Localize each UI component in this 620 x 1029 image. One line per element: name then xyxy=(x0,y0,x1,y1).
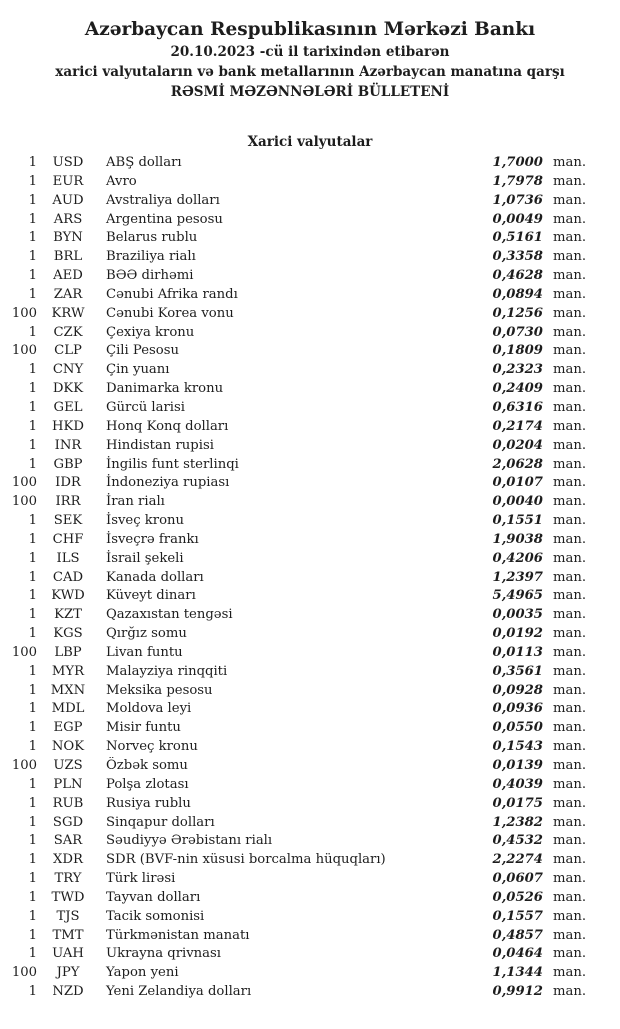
currency-code-cell: MDL xyxy=(51,701,85,717)
currency-code-cell: BYN xyxy=(53,230,83,246)
quantity-cell: 1 xyxy=(28,701,37,717)
currency-code-cell: IDR xyxy=(55,475,81,491)
currency-code-cell: LBP xyxy=(54,644,82,660)
currency-name-cell: Çexiya kronu xyxy=(106,324,195,340)
unit-label-cell: man. xyxy=(553,758,587,773)
quantity-cell: 1 xyxy=(28,173,37,189)
unit-label-cell: man. xyxy=(553,192,587,208)
quantity-cell: 100 xyxy=(11,758,37,773)
rate-row xyxy=(0,700,620,719)
currency-name-cell: Cənubi Afrika randı xyxy=(106,286,238,302)
rate-value-cell: 0,5161 xyxy=(492,230,543,246)
quantity-cell: 1 xyxy=(28,268,37,284)
currency-code-cell: NZD xyxy=(52,984,84,1000)
quantity-cell: 1 xyxy=(28,626,37,642)
rate-value-cell: 0,4857 xyxy=(492,927,543,943)
currency-name-cell: Moldova leyi xyxy=(106,701,192,717)
currency-name-cell: Yeni Zelandiya dolları xyxy=(106,984,252,1000)
rate-value-cell: 1,2397 xyxy=(492,569,543,585)
rate-row xyxy=(0,795,620,814)
rate-row xyxy=(0,964,620,983)
rate-value-cell: 1,0736 xyxy=(492,192,543,208)
quantity-cell: 1 xyxy=(28,776,37,792)
rate-row xyxy=(0,908,620,927)
quantity-cell: 1 xyxy=(28,833,37,849)
rate-value-cell: 0,0730 xyxy=(492,324,543,340)
quantity-cell: 1 xyxy=(28,437,37,453)
quantity-cell: 100 xyxy=(11,494,37,510)
currency-name-cell: ABŞ dolları xyxy=(106,155,182,170)
currency-name-cell: Qazaxıstan tengəsi xyxy=(106,607,233,623)
quantity-cell: 1 xyxy=(28,249,37,265)
rate-row xyxy=(0,738,620,757)
rate-row xyxy=(0,154,620,173)
currency-code-cell: GBP xyxy=(53,456,83,472)
rates-table xyxy=(0,154,620,1002)
rate-row xyxy=(0,663,620,682)
quantity-cell: 100 xyxy=(11,965,37,981)
rate-row xyxy=(0,851,620,870)
currency-code-cell: IRR xyxy=(55,494,81,510)
currency-code-cell: EGP xyxy=(53,720,83,736)
unit-label-cell: man. xyxy=(553,249,587,265)
currency-code-cell: CNY xyxy=(52,362,84,378)
quantity-cell: 1 xyxy=(28,908,37,924)
quantity-cell: 1 xyxy=(28,663,37,679)
rate-row xyxy=(0,832,620,851)
rate-value-cell: 0,3561 xyxy=(492,663,543,679)
currency-name-cell: Yapon yeni xyxy=(106,965,179,981)
currency-name-cell: Səudiyyə Ərəbistanı rialı xyxy=(106,833,273,849)
currency-code-cell: SGD xyxy=(52,814,84,830)
quantity-cell: 1 xyxy=(28,946,37,962)
quantity-cell: 1 xyxy=(28,927,37,943)
rate-row xyxy=(0,983,620,1002)
quantity-cell: 1 xyxy=(28,682,37,698)
currency-code-cell: USD xyxy=(52,155,84,170)
currency-code-cell: TRY xyxy=(54,871,82,887)
unit-label-cell: man. xyxy=(553,871,587,887)
rate-value-cell: 0,2323 xyxy=(492,362,543,378)
currency-code-cell: PLN xyxy=(53,776,83,792)
unit-label-cell: man. xyxy=(553,663,587,679)
quantity-cell: 1 xyxy=(28,814,37,830)
currency-code-cell: TJS xyxy=(56,908,80,924)
currency-name-cell: Argentina pesosu xyxy=(106,211,223,227)
quantity-cell: 1 xyxy=(28,871,37,887)
currency-code-cell: ARS xyxy=(53,211,83,227)
unit-label-cell: man. xyxy=(553,984,587,1000)
quantity-cell: 1 xyxy=(28,286,37,302)
currency-code-cell: KRW xyxy=(51,305,85,321)
quantity-cell: 1 xyxy=(28,418,37,434)
quantity-cell: 1 xyxy=(28,513,37,529)
rate-value-cell: 0,1557 xyxy=(492,908,543,924)
unit-label-cell: man. xyxy=(553,626,587,642)
currency-name-cell: Kanada dolları xyxy=(106,569,204,585)
unit-label-cell: man. xyxy=(553,437,587,453)
currency-code-cell: CHF xyxy=(52,531,84,547)
unit-label-cell: man. xyxy=(553,889,587,905)
currency-name-cell: Cənubi Korea vonu xyxy=(106,305,234,321)
rate-value-cell: 2,2274 xyxy=(492,852,543,868)
bulletin-title: RƏSMİ MƏZƏNNƏLƏRİ BÜLLETENİ xyxy=(170,84,450,100)
unit-label-cell: man. xyxy=(553,305,587,321)
rate-value-cell: 0,1543 xyxy=(492,739,543,755)
rate-row xyxy=(0,324,620,343)
currency-name-cell: Ukrayna qrivnası xyxy=(106,946,222,962)
rate-row xyxy=(0,719,620,738)
rate-row xyxy=(0,682,620,701)
rate-value-cell: 0,0526 xyxy=(492,889,543,905)
rate-row xyxy=(0,305,620,324)
quantity-cell: 1 xyxy=(28,569,37,585)
unit-label-cell: man. xyxy=(553,418,587,434)
rate-value-cell: 0,0049 xyxy=(492,211,543,227)
unit-label-cell: man. xyxy=(553,588,587,604)
rate-value-cell: 0,0936 xyxy=(492,701,543,717)
currency-name-cell: İsveç kronu xyxy=(106,513,185,529)
rate-row xyxy=(0,625,620,644)
rate-value-cell: 5,4965 xyxy=(492,588,543,604)
currency-name-cell: Polşa zlotası xyxy=(106,776,189,792)
currency-name-cell: İsrail şekeli xyxy=(106,550,184,566)
currency-name-cell: Qırğız somu xyxy=(106,626,187,642)
rate-value-cell: 0,3358 xyxy=(492,249,543,265)
unit-label-cell: man. xyxy=(553,965,587,981)
currency-name-cell: Özbək somu xyxy=(106,758,188,773)
document-header xyxy=(0,17,620,102)
currency-code-cell: CZK xyxy=(53,324,83,340)
rate-value-cell: 0,0894 xyxy=(492,286,543,302)
rate-row xyxy=(0,229,620,248)
currency-name-cell: Avstraliya dolları xyxy=(106,192,220,208)
rate-row xyxy=(0,606,620,625)
rate-row xyxy=(0,945,620,964)
quantity-cell: 1 xyxy=(28,230,37,246)
currency-name-cell: Tayvan dolları xyxy=(106,889,201,905)
quantity-cell: 1 xyxy=(28,324,37,340)
currency-name-cell: Avro xyxy=(106,173,137,189)
rate-value-cell: 1,7978 xyxy=(492,173,543,189)
quantity-cell: 1 xyxy=(28,381,37,397)
rate-row xyxy=(0,286,620,305)
currency-name-cell: Rusiya rublu xyxy=(106,795,191,811)
currency-name-cell: Norveç kronu xyxy=(106,739,198,755)
rate-row xyxy=(0,531,620,550)
unit-label-cell: man. xyxy=(553,946,587,962)
currency-name-cell: Küveyt dinarı xyxy=(106,588,196,604)
rate-row xyxy=(0,493,620,512)
unit-label-cell: man. xyxy=(553,456,587,472)
quantity-cell: 1 xyxy=(28,550,37,566)
quantity-cell: 1 xyxy=(28,720,37,736)
currency-code-cell: XDR xyxy=(53,852,83,868)
quantity-cell: 1 xyxy=(28,984,37,1000)
rate-row xyxy=(0,512,620,531)
rate-row xyxy=(0,211,620,230)
unit-label-cell: man. xyxy=(553,268,587,284)
currency-name-cell: İndoneziya rupiası xyxy=(106,475,230,491)
currency-name-cell: Gürcü larisi xyxy=(106,399,185,415)
rate-value-cell: 0,0464 xyxy=(492,946,543,962)
rate-value-cell: 0,4039 xyxy=(492,776,543,792)
rate-row xyxy=(0,569,620,588)
rate-value-cell: 0,2409 xyxy=(492,381,543,397)
rate-value-cell: 0,0550 xyxy=(492,720,543,736)
section-title-foreign-currencies: Xarici valyutalar xyxy=(247,134,373,150)
quantity-cell: 1 xyxy=(28,739,37,755)
currency-code-cell: CAD xyxy=(52,569,84,585)
currency-code-cell: NOK xyxy=(51,739,85,755)
rate-value-cell: 0,4206 xyxy=(492,550,543,566)
currency-name-cell: Meksika pesosu xyxy=(106,682,213,698)
unit-label-cell: man. xyxy=(553,908,587,924)
rate-value-cell: 0,4628 xyxy=(492,268,543,284)
currency-name-cell: Türkmənistan manatı xyxy=(106,927,250,943)
currency-name-cell: Braziliya rialı xyxy=(106,249,196,265)
rate-row xyxy=(0,456,620,475)
unit-label-cell: man. xyxy=(553,720,587,736)
quantity-cell: 1 xyxy=(28,211,37,227)
rate-value-cell: 0,6316 xyxy=(492,399,543,415)
currency-code-cell: JPY xyxy=(56,965,80,981)
unit-label-cell: man. xyxy=(553,286,587,302)
unit-label-cell: man. xyxy=(553,362,587,378)
currency-name-cell: Tacik somonisi xyxy=(106,908,205,924)
currency-code-cell: UAH xyxy=(52,946,84,962)
rate-value-cell: 0,0607 xyxy=(492,871,543,887)
rate-value-cell: 1,2382 xyxy=(492,814,543,830)
rate-row xyxy=(0,437,620,456)
rate-value-cell: 0,0139 xyxy=(492,758,543,773)
currency-name-cell: Misir funtu xyxy=(106,720,181,736)
rate-value-cell: 0,1551 xyxy=(492,513,543,529)
currency-code-cell: GEL xyxy=(53,399,83,415)
quantity-cell: 1 xyxy=(28,588,37,604)
unit-label-cell: man. xyxy=(553,795,587,811)
rate-row xyxy=(0,173,620,192)
rate-value-cell: 0,9912 xyxy=(492,984,543,1000)
currency-name-cell: Çin yuanı xyxy=(106,362,170,378)
rate-row xyxy=(0,248,620,267)
unit-label-cell: man. xyxy=(553,381,587,397)
rate-row xyxy=(0,927,620,946)
unit-label-cell: man. xyxy=(553,211,587,227)
currency-code-cell: UZS xyxy=(53,758,83,773)
unit-label-cell: man. xyxy=(553,531,587,547)
rate-row xyxy=(0,550,620,569)
rate-row xyxy=(0,870,620,889)
unit-label-cell: man. xyxy=(553,776,587,792)
quantity-cell: 1 xyxy=(28,607,37,623)
unit-label-cell: man. xyxy=(553,569,587,585)
quantity-cell: 1 xyxy=(28,795,37,811)
unit-label-cell: man. xyxy=(553,173,587,189)
rate-row xyxy=(0,380,620,399)
currency-code-cell: INR xyxy=(54,437,82,453)
rate-row xyxy=(0,192,620,211)
rate-value-cell: 0,0928 xyxy=(492,682,543,698)
currency-code-cell: MXN xyxy=(50,682,86,698)
rate-row xyxy=(0,342,620,361)
currency-code-cell: KWD xyxy=(51,588,85,604)
quantity-cell: 1 xyxy=(28,531,37,547)
currency-code-cell: KZT xyxy=(54,607,82,623)
currency-name-cell: İran rialı xyxy=(106,494,165,510)
currency-code-cell: DKK xyxy=(52,381,84,397)
rate-value-cell: 0,1256 xyxy=(492,305,543,321)
currency-code-cell: MYR xyxy=(51,663,85,679)
rate-value-cell: 0,0192 xyxy=(492,626,543,642)
rate-row xyxy=(0,474,620,493)
currency-name-cell: Çili Pesosu xyxy=(106,343,179,359)
unit-label-cell: man. xyxy=(553,155,587,170)
unit-label-cell: man. xyxy=(553,852,587,868)
unit-label-cell: man. xyxy=(553,230,587,246)
unit-label-cell: man. xyxy=(553,927,587,943)
currency-code-cell: CLP xyxy=(54,343,82,359)
quantity-cell: 100 xyxy=(11,343,37,359)
quantity-cell: 1 xyxy=(28,456,37,472)
effective-date-line: 20.10.2023 -cü il tarixindən etibarən xyxy=(170,44,450,60)
currency-name-cell: BƏƏ dirhəmi xyxy=(106,268,194,284)
unit-label-cell: man. xyxy=(553,644,587,660)
rate-row xyxy=(0,814,620,833)
currency-code-cell: ILS xyxy=(56,550,80,566)
rate-row xyxy=(0,418,620,437)
currency-name-cell: Danimarka kronu xyxy=(106,381,224,397)
quantity-cell: 1 xyxy=(28,155,37,170)
rate-value-cell: 2,0628 xyxy=(492,456,543,472)
unit-label-cell: man. xyxy=(553,833,587,849)
rate-row xyxy=(0,267,620,286)
rate-value-cell: 0,0113 xyxy=(492,644,543,660)
currency-name-cell: Hindistan rupisi xyxy=(106,437,214,453)
currency-code-cell: HKD xyxy=(52,418,84,434)
bank-title: Azərbaycan Respublikasının Mərkəzi Bankı xyxy=(84,19,536,40)
quantity-cell: 1 xyxy=(28,362,37,378)
rate-value-cell: 1,1344 xyxy=(492,965,543,981)
currency-name-cell: Livan funtu xyxy=(106,644,183,660)
rate-row xyxy=(0,776,620,795)
unit-label-cell: man. xyxy=(553,814,587,830)
rate-value-cell: 0,4532 xyxy=(492,833,543,849)
currency-code-cell: TMT xyxy=(52,927,84,943)
currency-code-cell: EUR xyxy=(52,173,84,189)
unit-label-cell: man. xyxy=(553,682,587,698)
rate-value-cell: 0,0035 xyxy=(492,607,543,623)
currency-code-cell: AED xyxy=(53,268,83,284)
rate-value-cell: 0,2174 xyxy=(492,418,543,434)
unit-label-cell: man. xyxy=(553,343,587,359)
rate-row xyxy=(0,361,620,380)
unit-label-cell: man. xyxy=(553,399,587,415)
unit-label-cell: man. xyxy=(553,494,587,510)
quantity-cell: 100 xyxy=(11,475,37,491)
currency-code-cell: SAR xyxy=(53,833,83,849)
currency-name-cell: Honq Konq dolları xyxy=(106,418,229,434)
currency-code-cell: TWD xyxy=(51,889,85,905)
unit-label-cell: man. xyxy=(553,607,587,623)
rate-row xyxy=(0,399,620,418)
rate-row xyxy=(0,889,620,908)
currency-name-cell: İngilis funt sterlinqi xyxy=(106,456,239,472)
currency-code-cell: RUB xyxy=(52,795,84,811)
rate-row xyxy=(0,644,620,663)
currency-name-cell: Malayziya rinqqiti xyxy=(106,663,228,679)
rate-value-cell: 0,0040 xyxy=(492,494,543,510)
currency-code-cell: BRL xyxy=(53,249,83,265)
currency-code-cell: KGS xyxy=(53,626,83,642)
unit-label-cell: man. xyxy=(553,475,587,491)
currency-code-cell: ZAR xyxy=(53,286,83,302)
quantity-cell: 100 xyxy=(11,305,37,321)
rate-row xyxy=(0,587,620,606)
subtitle-line: xarici valyutaların və bank metallarının Azərbaycan manatına qarşı xyxy=(55,64,565,80)
unit-label-cell: man. xyxy=(553,550,587,566)
rate-row xyxy=(0,757,620,776)
quantity-cell: 1 xyxy=(28,852,37,868)
currency-code-cell: SEK xyxy=(53,513,83,529)
unit-label-cell: man. xyxy=(553,513,587,529)
currency-name-cell: Türk lirəsi xyxy=(106,871,176,887)
currency-name-cell: Belarus rublu xyxy=(106,230,198,246)
quantity-cell: 100 xyxy=(11,644,37,660)
quantity-cell: 1 xyxy=(28,192,37,208)
unit-label-cell: man. xyxy=(553,324,587,340)
currency-name-cell: Sinqapur dolları xyxy=(106,814,215,830)
rate-value-cell: 0,0204 xyxy=(492,437,543,453)
currency-name-cell: SDR (BVF-nin xüsusi borcalma hüquqları) xyxy=(106,852,386,868)
quantity-cell: 1 xyxy=(28,889,37,905)
currency-name-cell: İsveçrə frankı xyxy=(106,531,199,547)
rate-value-cell: 1,7000 xyxy=(492,155,543,170)
unit-label-cell: man. xyxy=(553,739,587,755)
currency-code-cell: AUD xyxy=(52,192,84,208)
rate-value-cell: 0,0175 xyxy=(492,795,543,811)
rate-value-cell: 0,1809 xyxy=(492,343,543,359)
rate-value-cell: 1,9038 xyxy=(492,531,543,547)
quantity-cell: 1 xyxy=(28,399,37,415)
unit-label-cell: man. xyxy=(553,701,587,717)
rate-value-cell: 0,0107 xyxy=(492,475,543,491)
